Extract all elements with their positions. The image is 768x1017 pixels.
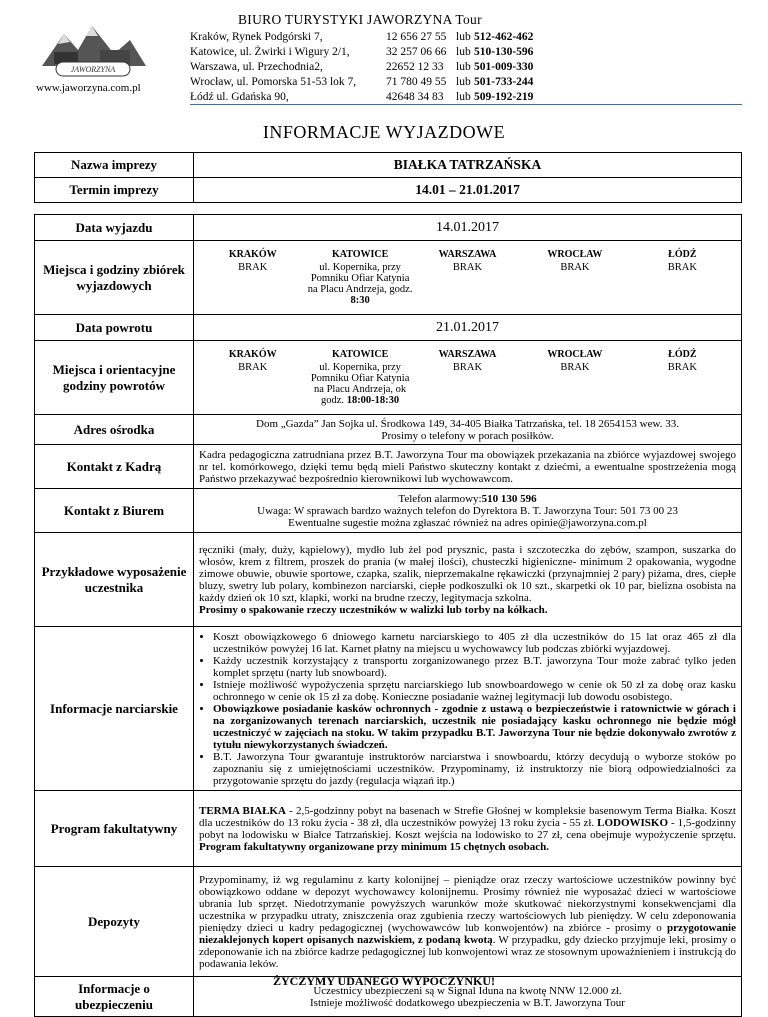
- return-date-label: Data powrotu: [35, 315, 194, 341]
- return-city: WARSZAWA BRAK: [438, 349, 497, 373]
- return-date-row: [35, 315, 742, 341]
- page-title: INFORMACJE WYJAZDOWE: [262, 122, 506, 142]
- office-row: Kraków, Rynek Podgórski 7, 12 656 27 55 lub 512-462-462: [190, 31, 534, 43]
- staff-text: Kadra pedagogiczna zatrudniana przez B.T. Jaworzyna Tour ma obowiązek przekazania na zbiórce wyjazdowej swojego nr tel. komórkowego, dzięki temu będą mieli Państwo skuteczny kontakt z dziećmi, a ewentualne spostrzeżenia mogą Państwo przekazywać bezpośrednio kierownikowi lub wychowawcom.: [194, 445, 742, 489]
- ski-item: • Każdy uczestnik korzystający z transportu zorganizowanego przez B.T. jaworzyna Tour może zabrać tylko jeden komplet sprzętu (narty lub snowboard).: [213, 655, 736, 679]
- office-contact-row: [35, 489, 742, 533]
- closing-wish: ŻYCZYMY UDANEGO WYPOCZYNKU!: [273, 974, 495, 988]
- ski-item: • Koszt obowiązkowego 6 dniowego karnetu narciarskiego to 405 zł dla uczestników do 15 lat oraz 465 zł dla uczestników powyżej 16 lat. Karnet płatny na miejscu u wychowawcy lub podczas zbiórki wyjazdowej.: [213, 631, 736, 655]
- deposits-row: [35, 867, 742, 977]
- event-term-row: [35, 178, 742, 203]
- logo-text: JAWORZYNA: [70, 65, 116, 74]
- insurance-label: Informacje o ubezpieczeniu: [35, 977, 194, 1017]
- letterhead: [0, 0, 768, 118]
- event-name: BIAŁKA TATRZAŃSKA: [194, 153, 742, 178]
- departure-date-row: [35, 215, 742, 241]
- office-row: Warszawa, ul. Przechodnia2, 22652 12 33 lub 501-009-330: [190, 61, 534, 73]
- return-city: ŁÓDŹ BRAK: [667, 349, 697, 373]
- address-row: [35, 415, 742, 445]
- departure-places-label: Miejsca i godziny zbiórek wyjazdowych: [35, 241, 194, 315]
- event-name-row: [35, 153, 742, 178]
- office-list: [190, 30, 533, 105]
- equipment-label: Przykładowe wyposażenie uczestnika: [35, 533, 194, 627]
- address-cell: [194, 415, 742, 445]
- equipment-row: [35, 533, 742, 627]
- event-term-label: Termin imprezy: [35, 178, 194, 203]
- equipment-note: Prosimy o spakowanie rzeczy uczestników w walizki lub torby na kółkach.: [199, 603, 548, 616]
- event-term: 14.01 – 21.01.2017: [194, 178, 742, 203]
- return-places-row: [35, 341, 742, 415]
- optional-row: [35, 791, 742, 867]
- office-row: Wrocław, ul. Pomorska 51-53 lok 7, 71 780 49 55 lub 501-733-244: [190, 76, 534, 88]
- address-label: Adres ośrodka: [35, 415, 194, 445]
- departure-places-row: [35, 241, 742, 315]
- ski-item: • Istnieje możliwość wypożyczenia sprzętu narciarskiego lub snowboardowego w cenie ok 50 zł za dobę oraz kasku ochronnego w cenie ok 15 zł za dobę. Konieczne posiadanie ważnej legitymacji lub dowodu osobistego.: [213, 679, 736, 703]
- insurance-cell: Uczestnicy ubezpieczeni są w Signal Iduna na kwotę NNW 12.000 zł. Istnieje możliwość dodatkowego ubezpieczenia w B.T. Jaworzyna Tour: [194, 977, 742, 1017]
- staff-row: [35, 445, 742, 489]
- office-contact-cell: [194, 489, 742, 533]
- return-city: KRAKÓW BRAK: [228, 349, 277, 373]
- jaworzyna-logo: [34, 20, 152, 80]
- departure-city: WARSZAWA BRAK: [438, 249, 497, 273]
- return-cities: [194, 341, 742, 415]
- equipment-text: ręczniki (mały, duży, kąpielowy), mydło lub żel pod prysznic, pasta i szczoteczka do zębów, szampon, suszarka do włosów, krem z filtrem, proszek do prania (w małej ilości), chusteczki higieniczne- minimum 2 opakowania, wygodne zimowe obuwie, obuwie sportowe, czapka, szalik, nieprzemakalne rękawiczki (przynajmniej 2 pary) piżama, dres, ciepłe bluzy, swetry lub polary, kombinezon narciarski, ciepłe podkoszulki ok 10 szt., skarpetki ok 10 par, bielizna osobista na każdy dzień ok 10 szt, klapki, worki na brudne rzeczy, legitymacja szkolna.: [199, 543, 736, 604]
- event-table: [34, 152, 742, 203]
- suggestions-email: Ewentualne sugestie można zgłaszać również na adres opinie@jaworzyna.com.pl: [288, 516, 647, 529]
- office-row: Łódź ul. Gdańska 90, 42648 34 83 lub 509-192-219: [190, 91, 534, 103]
- header-divider: [190, 104, 742, 105]
- departure-city: KRAKÓW BRAK: [228, 249, 277, 273]
- departure-date: 14.01.2017: [194, 215, 742, 241]
- company-name: BIURO TURYSTYKI JAWORZYNA Tour: [238, 12, 482, 27]
- deposits-label: Depozyty: [35, 867, 194, 977]
- return-city: KATOWICE ul. Kopernika, przy Pomniku Ofiar Katynia na Placu Andrzeja, ok godz. 18:00-18:30: [310, 349, 410, 406]
- ski-item: • B.T. Jaworzyna Tour gwarantuje instruktorów narciarstwa i snowboardu, którzy decydują o wyborze stoków po zapoznaniu się z umiejętnościami uczestników. Przypominamy, iż instruktorzy nie biorą odpowiedzialności za przygotowanie sprzętu do jazdy (regulacja wiązań itp.): [213, 751, 736, 787]
- address-note: Prosimy o telefony w porach posiłków.: [381, 429, 554, 442]
- return-places-label: Miejsca i orientacyjne godziny powrotów: [35, 341, 194, 415]
- alarm-phone: Telefon alarmowy:510 130 596: [398, 492, 537, 505]
- ski-cell: [194, 627, 742, 791]
- departure-city: ŁÓDŹ BRAK: [667, 249, 697, 273]
- optional-label: Program fakultatywny: [35, 791, 194, 867]
- staff-label: Kontakt z Kadrą: [35, 445, 194, 489]
- equipment-cell: [194, 533, 742, 627]
- departure-city: KATOWICE ul. Kopernika, przy Pomniku Ofiar Katynia na Placu Andrzeja, godz. 8:30: [307, 249, 413, 306]
- website-url[interactable]: www.jaworzyna.com.pl: [36, 82, 141, 94]
- ski-label: Informacje narciarskie: [35, 627, 194, 791]
- office-row: Katowice, ul. Żwirki i Wigury 2/1, 32 257 06 66 lub 510-130-596: [190, 46, 534, 58]
- departure-city: WROCŁAW BRAK: [547, 249, 603, 273]
- optional-text: TERMA BIAŁKA - 2,5-godzinny pobyt na basenach w Strefie Głośnej w kompleksie basenowym Terma Białka. Koszt dla uczestników do 13 roku życia - 38 zł, dla uczestników powyżej 13 roku życia - 55 zł. LODOWISKO - 1,5-godzinny pobyt na lodowisku w Białce Tatrzańskiej. Koszt wejścia na lodowisko to 27 zł, cena obejmuje wypożyczenie sprzętu. Program fakultatywny organizowane przy minimum 15 chętnych osobach.: [194, 791, 742, 867]
- ski-row: [35, 627, 742, 791]
- director-phone: Uwaga: W sprawach bardzo ważnych telefon do Dyrektora B. T. Jaworzyna Tour: 501 73 00 23: [257, 504, 678, 517]
- details-table: [34, 214, 742, 1017]
- office-contact-label: Kontakt z Biurem: [35, 489, 194, 533]
- deposits-text: Przypominamy, iż wg regulaminu z karty kolonijnej – pieniądze oraz rzeczy wartościowe uczestników powinny być obowiązkowo oddane w depozyt wychowawcy kolonijnemu. Prosimy również nie wyposażać dzieci w wartościowe ubrania lub sprzęt. Niedotrzymanie powyższych warunków może skutkować niekorzystnymi konsekwencjami dla uczestnika w przypadku utraty, zniszczenia oraz zgubienia rzeczy wartościowych lub pieniędzy. W celu zdeponowania pieniędzy dzieci u kadry pedagogicznej (wychowawców lub konwojentów) na zbiórce - prosimy o przygotowanie niezaklejonych kopert opisanych nazwiskiem, z podaną kwotą. W przypadku, gdy dziecko przyjmuje leki, prosimy o zdeponowanie ich na zbiórce kadrze pedagogicznej lub konwojentowi wraz ze stosownym upoważnieniem i instrukcją do podawania leków.: [194, 867, 742, 977]
- departure-date-label: Data wyjazdu: [35, 215, 194, 241]
- return-city: WROCŁAW BRAK: [547, 349, 603, 373]
- return-date: 21.01.2017: [194, 315, 742, 341]
- ski-helmet-item: • Obowiązkowe posiadanie kasków ochronnych - zgodnie z ustawą o bezpieczeństwie i ratownictwie w górach i na zorganizowanych terenach narciarskich, uczestnik nie posiadający kasku ochronnego nie będzie mógł uczestniczyć w zajęciach na stoku. W takim przypadku B.T. Jaworzyna Tour nie będzie dokonywało zwrotów z tytułu niewykorzystanych świadczeń.: [213, 703, 736, 751]
- departure-cities: [194, 241, 742, 315]
- event-name-label: Nazwa imprezy: [35, 153, 194, 178]
- address-line: Dom „Gazda” Jan Sojka ul. Środkowa 149, 34-405 Białka Tatrzańska, tel. 18 2654153 wew. 33.: [256, 417, 679, 430]
